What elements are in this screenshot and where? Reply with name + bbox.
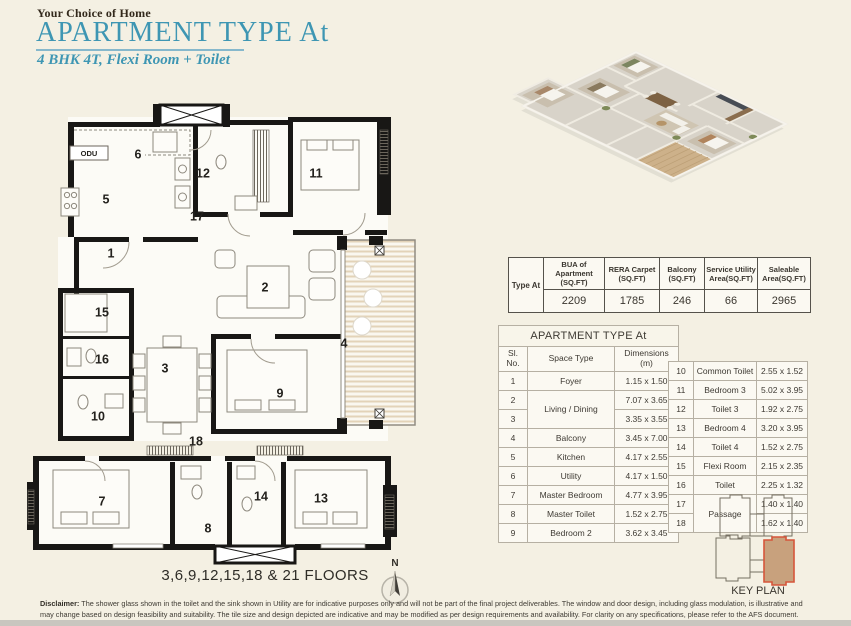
room-number-17: 17 xyxy=(190,209,204,224)
summary-val-bua: 2209 xyxy=(544,290,605,313)
space-no: 12 xyxy=(669,400,694,419)
room-number-2: 2 xyxy=(261,280,269,295)
space-row xyxy=(499,371,679,390)
space-name: Utility xyxy=(528,466,615,485)
space-name: Master Bedroom xyxy=(528,485,615,504)
bottom-bar xyxy=(0,620,851,626)
balcony-deck xyxy=(340,240,415,425)
service-shaft-bottom xyxy=(215,546,295,563)
space-row xyxy=(499,523,679,542)
disclaimer xyxy=(40,598,812,621)
room-number-4: 4 xyxy=(340,336,348,351)
summary-values-row xyxy=(509,290,811,313)
space-row xyxy=(499,428,679,447)
space-no: 11 xyxy=(669,381,694,400)
disclaimer-label: Disclaimer: xyxy=(40,599,80,608)
space-dimensions: 7.07 x 3.65 xyxy=(615,390,679,409)
space-no: 5 xyxy=(499,447,528,466)
space-name: Toilet 3 xyxy=(694,400,757,419)
summary-val-saleable: 2965 xyxy=(758,290,811,313)
room-number-14: 14 xyxy=(254,489,268,504)
space-name: Toilet xyxy=(694,476,757,495)
space-name: Toilet 4 xyxy=(694,438,757,457)
space-table-title: APARTMENT TYPE At xyxy=(499,326,679,347)
area-summary-table xyxy=(508,257,811,313)
space-dimensions: 2.15 x 2.35 xyxy=(757,457,808,476)
space-row xyxy=(669,400,808,419)
space-dimensions: 1.52 x 2.75 xyxy=(615,504,679,523)
space-name: Kitchen xyxy=(528,447,615,466)
compass-north-label: N xyxy=(391,558,399,569)
space-dimensions: 1.40 x 1.40 xyxy=(757,495,808,514)
key-plan-highlight-unit xyxy=(764,537,794,585)
space-no: 8 xyxy=(499,504,528,523)
space-table-left xyxy=(498,325,679,543)
space-dimensions: 4.17 x 1.50 xyxy=(615,466,679,485)
space-dimensions: 4.17 x 2.55 xyxy=(615,447,679,466)
room-number-10: 10 xyxy=(91,409,105,424)
space-row xyxy=(669,419,808,438)
space-no: 13 xyxy=(669,419,694,438)
space-dimensions: 2.55 x 1.52 xyxy=(757,362,808,381)
space-row xyxy=(499,390,679,409)
col-sl-no: Sl. No. xyxy=(499,347,528,372)
space-dimensions: 1.62 x 1.40 xyxy=(757,514,808,533)
space-name: Flexi Room xyxy=(694,457,757,476)
space-no: 9 xyxy=(499,523,528,542)
space-row xyxy=(499,504,679,523)
room-number-6: 6 xyxy=(134,147,142,162)
room-number-13: 13 xyxy=(314,491,328,506)
space-dimensions: 3.62 x 3.45 xyxy=(615,523,679,542)
space-no: 2 xyxy=(499,390,528,409)
space-name: Living / Dining xyxy=(528,390,615,428)
room-number-9: 9 xyxy=(276,386,284,401)
room-number-15: 15 xyxy=(95,305,109,320)
space-dimensions: 1.15 x 1.50 xyxy=(615,371,679,390)
service-shaft-top xyxy=(160,105,223,125)
room-number-11: 11 xyxy=(309,166,323,181)
room-number-8: 8 xyxy=(204,521,212,536)
summary-col-balcony: Balcony (SQ.FT) xyxy=(660,258,705,290)
space-no: 4 xyxy=(499,428,528,447)
key-plan xyxy=(698,490,823,598)
room-number-5: 5 xyxy=(102,192,110,207)
space-row xyxy=(669,457,808,476)
room-number-3: 3 xyxy=(161,361,169,376)
space-name: Common Toilet xyxy=(694,362,757,381)
space-dimensions: 2.25 x 1.32 xyxy=(757,476,808,495)
space-name: Passage xyxy=(694,495,757,533)
space-name: Balcony xyxy=(528,428,615,447)
room-number-16: 16 xyxy=(95,352,109,367)
space-no: 17 xyxy=(669,495,694,514)
summary-val-rera: 1785 xyxy=(605,290,660,313)
room-number-1: 1 xyxy=(107,246,115,261)
space-dimensions: 4.77 x 3.95 xyxy=(615,485,679,504)
space-row xyxy=(669,362,808,381)
space-no: 14 xyxy=(669,438,694,457)
space-no: 15 xyxy=(669,457,694,476)
room-number-7: 7 xyxy=(98,494,106,509)
brand-tagline: Your Choice of Home xyxy=(37,6,151,20)
summary-val-balcony: 246 xyxy=(660,290,705,313)
title-underline xyxy=(36,49,244,51)
space-row xyxy=(669,438,808,457)
space-name: Master Toilet xyxy=(528,504,615,523)
summary-col-saleable: Saleable Area(SQ.FT) xyxy=(758,258,811,290)
space-no: 16 xyxy=(669,476,694,495)
summary-type-cell: Type At xyxy=(509,258,544,313)
space-name: Bedroom 3 xyxy=(694,381,757,400)
key-plan-label: KEY PLAN xyxy=(731,585,785,597)
space-no: 3 xyxy=(499,409,528,428)
space-name: Bedroom 2 xyxy=(528,523,615,542)
summary-col-service: Service Utility Area(SQ.FT) xyxy=(705,258,758,290)
isometric-render xyxy=(498,0,848,245)
floor-plan xyxy=(25,100,435,565)
floors-note: 3,6,9,12,15,18 & 21 FLOORS xyxy=(161,567,369,584)
space-dimensions: 1.52 x 2.75 xyxy=(757,438,808,457)
space-dimensions: 3.20 x 3.95 xyxy=(757,419,808,438)
room-number-18: 18 xyxy=(189,434,203,449)
col-dimensions: Dimensions (m) xyxy=(615,347,679,372)
space-dimensions: 5.02 x 3.95 xyxy=(757,381,808,400)
space-row xyxy=(499,466,679,485)
page-subtitle: 4 BHK 4T, Flexi Room + Toilet xyxy=(37,52,230,68)
room-number-12: 12 xyxy=(196,166,210,181)
summary-col-bua: BUA of Apartment (SQ.FT) xyxy=(544,258,605,290)
space-row xyxy=(669,381,808,400)
space-name: Foyer xyxy=(528,371,615,390)
space-name: Bedroom 4 xyxy=(694,419,757,438)
space-dimensions: 1.92 x 2.75 xyxy=(757,400,808,419)
space-no: 6 xyxy=(499,466,528,485)
odu-label: ODU xyxy=(80,148,98,158)
summary-val-service: 66 xyxy=(705,290,758,313)
space-no: 18 xyxy=(669,514,694,533)
space-dimensions: 3.45 x 7.00 xyxy=(615,428,679,447)
page-title: APARTMENT TYPE At xyxy=(36,17,330,48)
space-row xyxy=(499,447,679,466)
space-no: 7 xyxy=(499,485,528,504)
disclaimer-text: The shower glass shown in the toilet and the sink shown in Utility are for indicative purposes only and will not be part of the final project deliverables. The window and door design, including glass modulation, is illustrative and may change based on design feasibility and suitability. The tile size and design depicted are indicative and may be modified as per design requirements and availability. For clarity on any specifications, please refer to the AFS document. xyxy=(40,599,803,620)
space-row xyxy=(499,485,679,504)
space-dimensions: 3.35 x 3.55 xyxy=(615,409,679,428)
col-space-type: Space Type xyxy=(528,347,615,372)
summary-col-rera: RERA Carpet (SQ.FT) xyxy=(605,258,660,290)
space-no: 10 xyxy=(669,362,694,381)
space-no: 1 xyxy=(499,371,528,390)
